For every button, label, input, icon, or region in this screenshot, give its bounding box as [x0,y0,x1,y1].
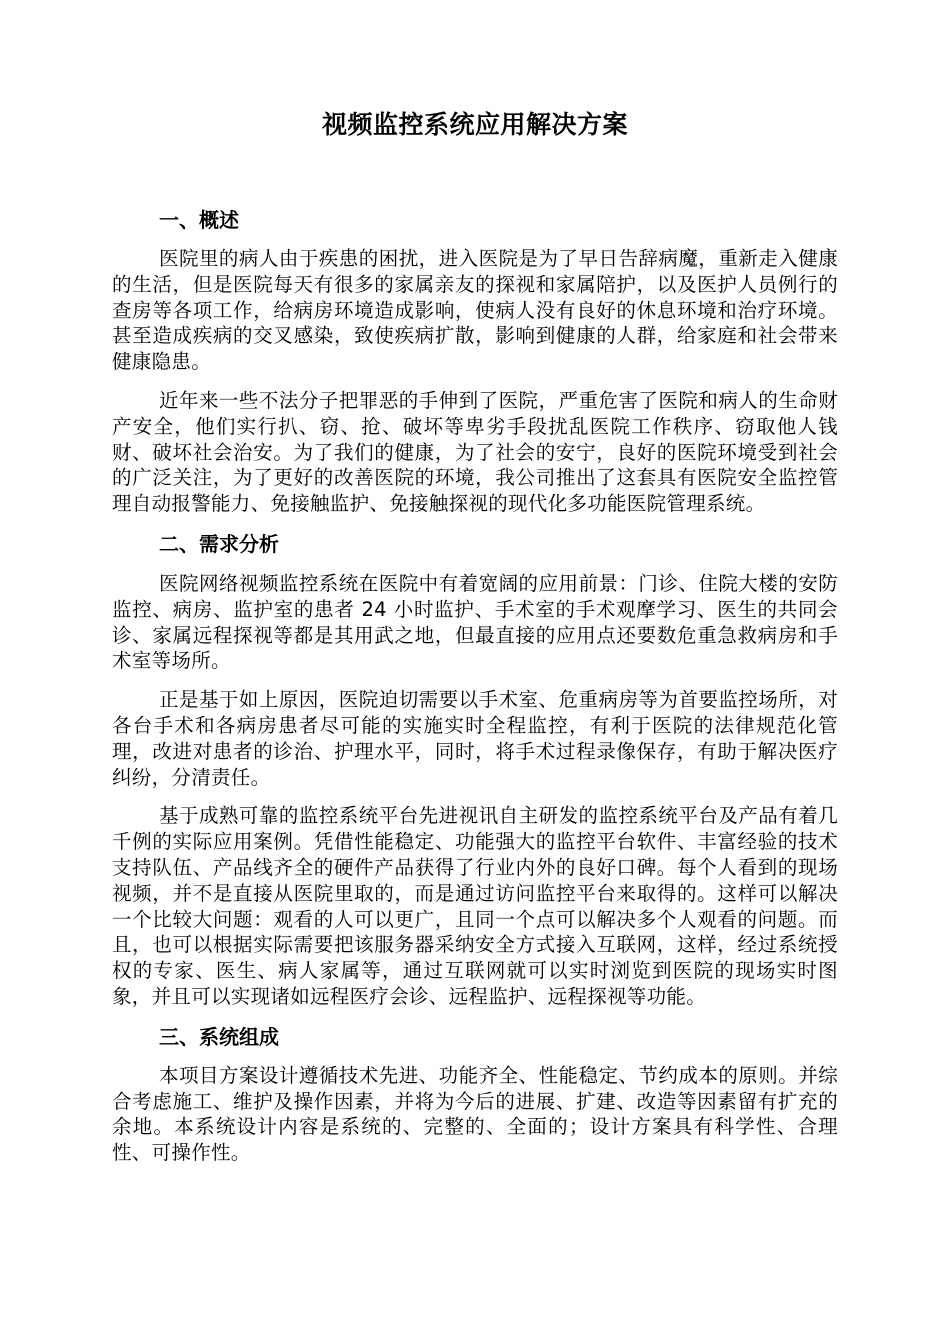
paragraph: 本项目方案设计遵循技术先进、功能齐全、性能稳定、节约成本的原则。并综合考虑施工、维护及操作因素，并将为今后的进展、扩建、改造等因素留有扩充的余地。本系统设计内容是系统的、完整的、全面的；设计方案具有科学性、合理性、可操作性。 [112,1063,838,1165]
document-body [112,206,838,1179]
document-title: 视频监控系统应用解决方案 [321,110,628,139]
paragraph: 正是基于如上原因，医院迫切需要以手术室、危重病房等为首要监控场所，对各台手术和各病房患者尽可能的实施实时全程监控，有利于医院的法律规范化管理，改进对患者的诊治、护理水平，同时，将手术过程录像保存，有助于解决医疗纠纷，分清责任。 [112,688,838,789]
paragraph: 近年来一些不法分子把罪恶的手伸到了医院，严重危害了医院和病人的生命财产安全，他们实行扒、窃、抢、破坏等卑劣手段扰乱医院工作秩序、窃取他人钱财、破坏社会治安。为了我们的健康，为了社会的安宁，良好的医院环境受到社会的广泛关注，为了更好的改善医院的环境，我公司推出了这套具有医院安全监控管理自动报警能力、免接触监护、免接触探视的现代化多功能医院管理系统。 [112,388,838,516]
section-heading-system-composition: 三、系统组成 [159,1024,279,1049]
section-heading-requirements: 二、需求分析 [159,531,279,556]
paragraph: 医院里的病人由于疾患的困扰，进入医院是为了早日告辞病魔，重新走入健康的生活，但是医院每天有很多的家属亲友的探视和家属陪护，以及医护人员例行的查房等各项工作，给病房环境造成影响，使病人没有良好的休息环境和治疗环境。甚至造成疾病的交叉感染，致使疾病扩散，影响到健康的人群，给家庭和社会带来健康隐患。 [112,247,838,374]
paragraph: 医院网络视频监控系统在医院中有着宽阔的应用前景：门诊、住院大楼的安防监控、病房、监护室的患者 24 小时监护、手术室的手术观摩学习、医生的共同会诊、家属远程探视等都是其用武之地，但最直接的应用点还要数危重急救病房和手术室等场所。 [112,571,838,673]
section-heading-overview: 一、概述 [159,208,239,232]
paragraph: 基于成熟可靠的监控系统平台先进视讯自主研发的监控系统平台及产品有着几千例的实际应用案例。凭借性能稳定、功能强大的监控平台软件、丰富经验的技术支持队伍、产品线齐全的硬件产品获得了行业内外的良好口碑。每个人看到的现场视频，并不是直接从医院里取的，而是通过访问监控平台来取得的。这样可以解决一个比较大问题：观看的人可以更广，且同一个点可以解决多个人观看的问题。而且，也可以根据实际需要把该服务器采纳安全方式接入互联网，这样，经过系统授权的专家、医生、病人家属等，通过互联网就可以实时浏览到医院的现场实时图象，并且可以实现诸如远程医疗会诊、远程监护、远程探视等功能。 [112,804,838,1008]
